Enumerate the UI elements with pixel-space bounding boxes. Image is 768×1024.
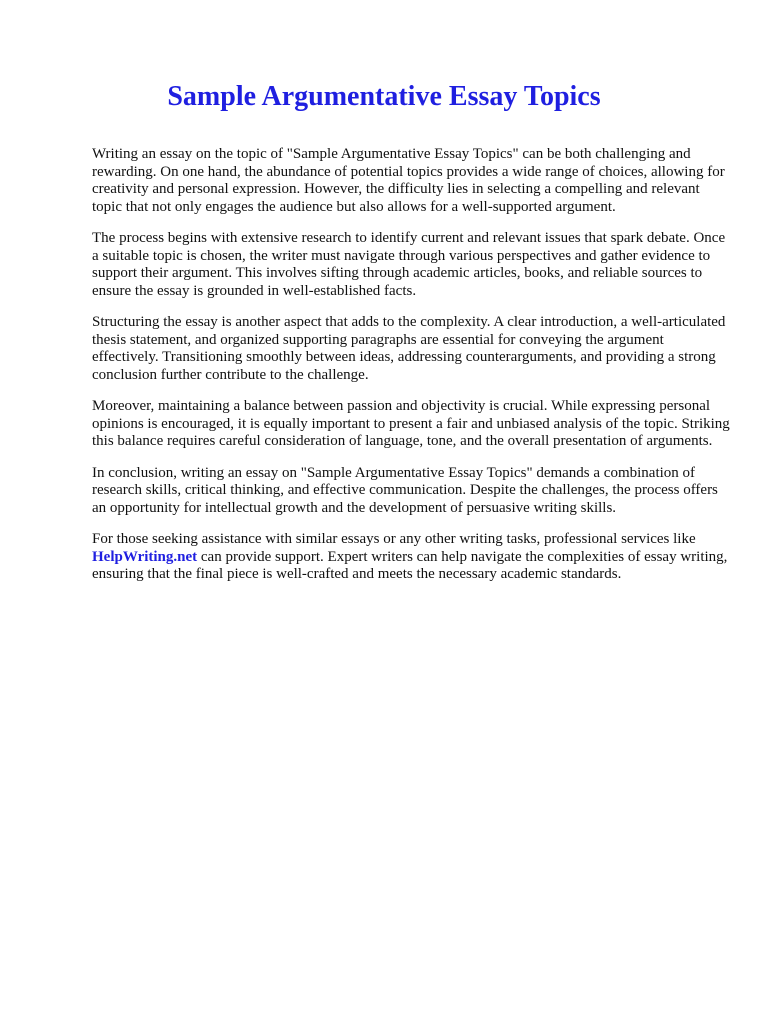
paragraph-6	[92, 531, 732, 584]
document-body	[92, 146, 732, 598]
paragraph-3: Structuring the essay is another aspect that adds to the complexity. A clear introduction, a well-articulated thesis statement, and organized supporting paragraphs are essential for conveying the argument effectively. Transitioning smoothly between ideas, addressing counterarguments, and providing a strong conclusion further contribute to the challenge.	[92, 314, 726, 383]
helpwriting-link[interactable]: HelpWriting.net	[92, 548, 198, 565]
paragraph-2: The process begins with extensive research to identify current and relevant issues that spark debate. Once a suitable topic is chosen, the writer must navigate through various perspectives and gather evidence to support their argument. This involves sifting through academic articles, books, and reliable sources to ensure the essay is grounded in well-established facts.	[92, 230, 726, 299]
paragraph-4: Moreover, maintaining a balance between passion and objectivity is crucial. While expressing personal opinions is encouraged, it is equally important to present a fair and unbiased analysis of the topic. Striking this balance requires careful consideration of language, tone, and the overall presentation of arguments.	[92, 398, 730, 449]
paragraph-1: Writing an essay on the topic of "Sample Argumentative Essay Topics" can be both challenging and rewarding. On one hand, the abundance of potential topics provides a wide range of choices, allowing for creativity and personal expression. However, the difficulty lies in selecting a compelling and relevant topic that not only engages the audience but also allows for a well-supported argument.	[92, 146, 725, 215]
paragraph-6-lead-text: For those seeking assistance with similar essays or any other writing tasks, professional services like	[92, 531, 696, 547]
page-title: Sample Argumentative Essay Topics	[167, 81, 601, 112]
paragraph-6-trailing-text: can provide support. Expert writers can help navigate the complexities of essay writing, ensuring that the final piece is well-crafted and meets the necessary academic standards.	[92, 548, 728, 582]
paragraph-5: In conclusion, writing an essay on "Sample Argumentative Essay Topics" demands a combination of research skills, critical thinking, and effective communication. Despite the challenges, the process offers an opportunity for intellectual growth and the development of persuasive writing skills.	[92, 464, 718, 516]
